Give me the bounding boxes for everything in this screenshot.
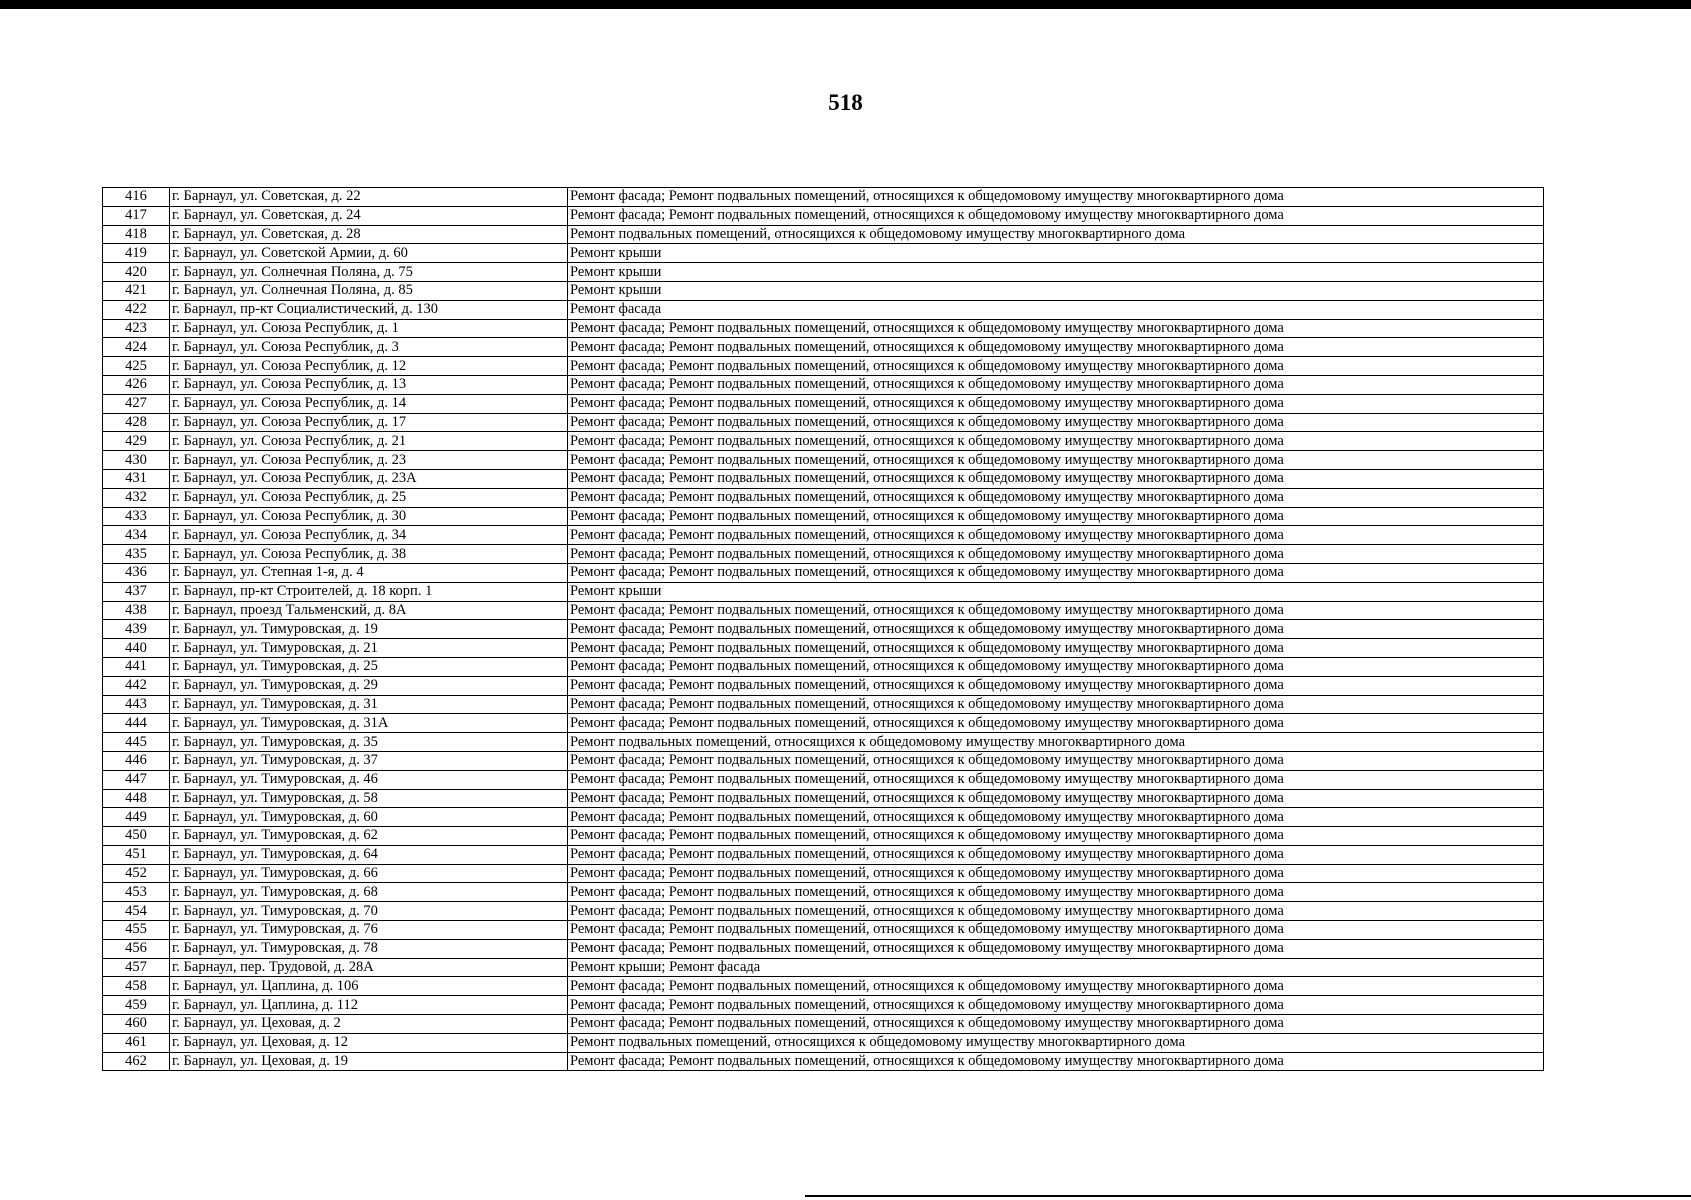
address-cell: г. Барнаул, ул. Союза Республик, д. 23 (170, 451, 568, 470)
row-number-cell: 437 (103, 582, 170, 601)
row-number-cell: 435 (103, 545, 170, 564)
row-number-cell: 428 (103, 413, 170, 432)
address-cell: г. Барнаул, ул. Союза Республик, д. 17 (170, 413, 568, 432)
address-cell: г. Барнаул, ул. Тимуровская, д. 29 (170, 676, 568, 695)
address-cell: г. Барнаул, ул. Цеховая, д. 19 (170, 1052, 568, 1071)
row-number-cell: 431 (103, 469, 170, 488)
row-number-cell: 449 (103, 808, 170, 827)
row-number-cell: 443 (103, 695, 170, 714)
table-row (103, 244, 1544, 263)
table-row (103, 676, 1544, 695)
address-cell: г. Барнаул, ул. Тимуровская, д. 31А (170, 714, 568, 733)
table-row (103, 206, 1544, 225)
address-cell: г. Барнаул, пр-кт Строителей, д. 18 корп. 1 (170, 582, 568, 601)
repair-work-cell: Ремонт фасада; Ремонт подвальных помещений, относящихся к общедомовому имуществу многоквартирного дома (568, 695, 1544, 714)
row-number-cell: 442 (103, 676, 170, 695)
address-cell: г. Барнаул, ул. Союза Республик, д. 1 (170, 319, 568, 338)
repair-work-cell: Ремонт фасада; Ремонт подвальных помещений, относящихся к общедомовому имуществу многоквартирного дома (568, 714, 1544, 733)
row-number-cell: 447 (103, 770, 170, 789)
repair-work-cell: Ремонт крыши (568, 582, 1544, 601)
repair-work-cell: Ремонт фасада; Ремонт подвальных помещений, относящихся к общедомовому имуществу многоквартирного дома (568, 883, 1544, 902)
repair-work-cell: Ремонт подвальных помещений, относящихся к общедомовому имуществу многоквартирного дома (568, 733, 1544, 752)
table-row (103, 526, 1544, 545)
table-row (103, 563, 1544, 582)
repair-work-cell: Ремонт фасада; Ремонт подвальных помещений, относящихся к общедомовому имуществу многоквартирного дома (568, 357, 1544, 376)
row-number-cell: 430 (103, 451, 170, 470)
row-number-cell: 462 (103, 1052, 170, 1071)
repair-work-cell: Ремонт крыши (568, 263, 1544, 282)
table-row (103, 1052, 1544, 1071)
repair-work-cell: Ремонт фасада; Ремонт подвальных помещений, относящихся к общедомовому имуществу многоквартирного дома (568, 808, 1544, 827)
table-row (103, 225, 1544, 244)
repair-work-cell: Ремонт фасада (568, 300, 1544, 319)
address-cell: г. Барнаул, ул. Тимуровская, д. 62 (170, 827, 568, 846)
address-cell: г. Барнаул, ул. Тимуровская, д. 76 (170, 921, 568, 940)
table-row (103, 300, 1544, 319)
table-row (103, 977, 1544, 996)
address-cell: г. Барнаул, пер. Трудовой, д. 28А (170, 958, 568, 977)
row-number-cell: 416 (103, 188, 170, 207)
address-cell: г. Барнаул, ул. Солнечная Поляна, д. 85 (170, 281, 568, 300)
repair-work-cell: Ремонт фасада; Ремонт подвальных помещений, относящихся к общедомовому имуществу многоквартирного дома (568, 770, 1544, 789)
address-cell: г. Барнаул, ул. Союза Республик, д. 12 (170, 357, 568, 376)
repair-work-cell: Ремонт фасада; Ремонт подвальных помещений, относящихся к общедомовому имуществу многоквартирного дома (568, 451, 1544, 470)
row-number-cell: 427 (103, 394, 170, 413)
table-row (103, 507, 1544, 526)
page-number: 518 (828, 90, 863, 115)
repair-work-cell: Ремонт фасада; Ремонт подвальных помещений, относящихся к общедомовому имуществу многоквартирного дома (568, 1052, 1544, 1071)
repair-work-cell: Ремонт фасада; Ремонт подвальных помещений, относящихся к общедомовому имуществу многоквартирного дома (568, 676, 1544, 695)
address-cell: г. Барнаул, ул. Тимуровская, д. 60 (170, 808, 568, 827)
table-body (103, 188, 1544, 1071)
table-row (103, 902, 1544, 921)
repair-work-cell: Ремонт подвальных помещений, относящихся к общедомовому имуществу многоквартирного дома (568, 225, 1544, 244)
table-row (103, 827, 1544, 846)
table-row (103, 845, 1544, 864)
row-number-cell: 458 (103, 977, 170, 996)
table-row (103, 281, 1544, 300)
row-number-cell: 417 (103, 206, 170, 225)
row-number-cell: 441 (103, 657, 170, 676)
table-row (103, 714, 1544, 733)
row-number-cell: 440 (103, 639, 170, 658)
row-number-cell: 455 (103, 921, 170, 940)
row-number-cell: 429 (103, 432, 170, 451)
address-cell: г. Барнаул, ул. Тимуровская, д. 21 (170, 639, 568, 658)
address-cell: г. Барнаул, ул. Союза Республик, д. 3 (170, 338, 568, 357)
address-cell: г. Барнаул, ул. Союза Республик, д. 25 (170, 488, 568, 507)
repair-work-cell: Ремонт фасада; Ремонт подвальных помещений, относящихся к общедомовому имуществу многоквартирного дома (568, 620, 1544, 639)
table-row (103, 958, 1544, 977)
address-cell: г. Барнаул, ул. Союза Республик, д. 30 (170, 507, 568, 526)
address-cell: г. Барнаул, ул. Советская, д. 28 (170, 225, 568, 244)
table-row (103, 789, 1544, 808)
address-cell: г. Барнаул, ул. Тимуровская, д. 46 (170, 770, 568, 789)
table-row (103, 639, 1544, 658)
row-number-cell: 422 (103, 300, 170, 319)
address-cell: г. Барнаул, ул. Тимуровская, д. 70 (170, 902, 568, 921)
row-number-cell: 426 (103, 375, 170, 394)
address-cell: г. Барнаул, ул. Тимуровская, д. 58 (170, 789, 568, 808)
repair-work-cell: Ремонт фасада; Ремонт подвальных помещений, относящихся к общедомовому имуществу многоквартирного дома (568, 394, 1544, 413)
table-row (103, 939, 1544, 958)
table-row (103, 601, 1544, 620)
repair-work-cell: Ремонт фасада; Ремонт подвальных помещений, относящихся к общедомовому имуществу многоквартирного дома (568, 977, 1544, 996)
table-row (103, 733, 1544, 752)
row-number-cell: 418 (103, 225, 170, 244)
repair-work-cell: Ремонт фасада; Ремонт подвальных помещений, относящихся к общедомовому имуществу многоквартирного дома (568, 563, 1544, 582)
address-cell: г. Барнаул, ул. Тимуровская, д. 78 (170, 939, 568, 958)
repair-work-cell: Ремонт фасада; Ремонт подвальных помещений, относящихся к общедомовому имуществу многоквартирного дома (568, 488, 1544, 507)
row-number-cell: 448 (103, 789, 170, 808)
repair-work-cell: Ремонт подвальных помещений, относящихся к общедомовому имуществу многоквартирного дома (568, 1033, 1544, 1052)
row-number-cell: 461 (103, 1033, 170, 1052)
row-number-cell: 456 (103, 939, 170, 958)
address-cell: г. Барнаул, пр-кт Социалистический, д. 130 (170, 300, 568, 319)
repair-work-cell: Ремонт фасада; Ремонт подвальных помещений, относящихся к общедомовому имуществу многоквартирного дома (568, 639, 1544, 658)
row-number-cell: 457 (103, 958, 170, 977)
repair-work-cell: Ремонт фасада; Ремонт подвальных помещений, относящихся к общедомовому имуществу многоквартирного дома (568, 375, 1544, 394)
repair-work-cell: Ремонт фасада; Ремонт подвальных помещений, относящихся к общедомовому имуществу многоквартирного дома (568, 469, 1544, 488)
row-number-cell: 445 (103, 733, 170, 752)
row-number-cell: 459 (103, 996, 170, 1015)
table-row (103, 657, 1544, 676)
table-row (103, 432, 1544, 451)
address-cell: г. Барнаул, ул. Союза Республик, д. 21 (170, 432, 568, 451)
repair-work-cell: Ремонт крыши; Ремонт фасада (568, 958, 1544, 977)
address-cell: г. Барнаул, ул. Союза Республик, д. 38 (170, 545, 568, 564)
address-cell: г. Барнаул, ул. Цаплина, д. 106 (170, 977, 568, 996)
row-number-cell: 446 (103, 751, 170, 770)
repair-work-cell: Ремонт фасада; Ремонт подвальных помещений, относящихся к общедомовому имуществу многоквартирного дома (568, 206, 1544, 225)
address-cell: г. Барнаул, ул. Советской Армии, д. 60 (170, 244, 568, 263)
table-row (103, 883, 1544, 902)
row-number-cell: 450 (103, 827, 170, 846)
repair-work-cell: Ремонт фасада; Ремонт подвальных помещений, относящихся к общедомовому имуществу многоквартирного дома (568, 526, 1544, 545)
repair-work-cell: Ремонт фасада; Ремонт подвальных помещений, относящихся к общедомовому имуществу многоквартирного дома (568, 413, 1544, 432)
table-row (103, 620, 1544, 639)
table-row (103, 1033, 1544, 1052)
address-cell: г. Барнаул, ул. Степная 1-я, д. 4 (170, 563, 568, 582)
table-row (103, 996, 1544, 1015)
table-row (103, 394, 1544, 413)
top-border-bar (0, 0, 1691, 9)
table-row (103, 357, 1544, 376)
repair-work-cell: Ремонт фасада; Ремонт подвальных помещений, относящихся к общедомовому имуществу многоквартирного дома (568, 432, 1544, 451)
repair-work-cell: Ремонт крыши (568, 244, 1544, 263)
table-row (103, 921, 1544, 940)
row-number-cell: 451 (103, 845, 170, 864)
repair-work-cell: Ремонт фасада; Ремонт подвальных помещений, относящихся к общедомовому имуществу многоквартирного дома (568, 338, 1544, 357)
row-number-cell: 436 (103, 563, 170, 582)
repair-work-cell: Ремонт крыши (568, 281, 1544, 300)
table-row (103, 319, 1544, 338)
address-cell: г. Барнаул, ул. Тимуровская, д. 66 (170, 864, 568, 883)
table-row (103, 451, 1544, 470)
repair-work-cell: Ремонт фасада; Ремонт подвальных помещений, относящихся к общедомовому имуществу многоквартирного дома (568, 939, 1544, 958)
table-row (103, 808, 1544, 827)
address-cell: г. Барнаул, ул. Тимуровская, д. 37 (170, 751, 568, 770)
bottom-border-line (805, 1195, 1691, 1197)
address-cell: г. Барнаул, ул. Тимуровская, д. 31 (170, 695, 568, 714)
table-row (103, 770, 1544, 789)
address-cell: г. Барнаул, ул. Цеховая, д. 12 (170, 1033, 568, 1052)
address-cell: г. Барнаул, ул. Тимуровская, д. 19 (170, 620, 568, 639)
address-cell: г. Барнаул, ул. Союза Республик, д. 13 (170, 375, 568, 394)
row-number-cell: 432 (103, 488, 170, 507)
table-row (103, 1015, 1544, 1034)
repair-work-cell: Ремонт фасада; Ремонт подвальных помещений, относящихся к общедомовому имуществу многоквартирного дома (568, 545, 1544, 564)
address-cell: г. Барнаул, ул. Союза Республик, д. 23А (170, 469, 568, 488)
row-number-cell: 424 (103, 338, 170, 357)
address-cell: г. Барнаул, ул. Цеховая, д. 2 (170, 1015, 568, 1034)
table-row (103, 413, 1544, 432)
table-row (103, 375, 1544, 394)
repair-work-cell: Ремонт фасада; Ремонт подвальных помещений, относящихся к общедомовому имуществу многоквартирного дома (568, 657, 1544, 676)
row-number-cell: 444 (103, 714, 170, 733)
address-cell: г. Барнаул, проезд Тальменский, д. 8А (170, 601, 568, 620)
address-cell: г. Барнаул, ул. Цаплина, д. 112 (170, 996, 568, 1015)
row-number-cell: 420 (103, 263, 170, 282)
address-cell: г. Барнаул, ул. Тимуровская, д. 68 (170, 883, 568, 902)
repair-work-cell: Ремонт фасада; Ремонт подвальных помещений, относящихся к общедомовому имуществу многоквартирного дома (568, 864, 1544, 883)
table-row (103, 695, 1544, 714)
table-row (103, 488, 1544, 507)
repair-work-cell: Ремонт фасада; Ремонт подвальных помещений, относящихся к общедомовому имуществу многоквартирного дома (568, 1015, 1544, 1034)
repair-work-cell: Ремонт фасада; Ремонт подвальных помещений, относящихся к общедомовому имуществу многоквартирного дома (568, 921, 1544, 940)
address-cell: г. Барнаул, ул. Солнечная Поляна, д. 75 (170, 263, 568, 282)
repair-work-cell: Ремонт фасада; Ремонт подвальных помещений, относящихся к общедомовому имуществу многоквартирного дома (568, 188, 1544, 207)
table-row (103, 751, 1544, 770)
repair-work-cell: Ремонт фасада; Ремонт подвальных помещений, относящихся к общедомовому имуществу многоквартирного дома (568, 789, 1544, 808)
row-number-cell: 439 (103, 620, 170, 639)
repair-work-cell: Ремонт фасада; Ремонт подвальных помещений, относящихся к общедомовому имуществу многоквартирного дома (568, 845, 1544, 864)
row-number-cell: 460 (103, 1015, 170, 1034)
repair-list-table (102, 187, 1544, 1071)
row-number-cell: 423 (103, 319, 170, 338)
table-row (103, 545, 1544, 564)
table-row (103, 864, 1544, 883)
address-cell: г. Барнаул, ул. Союза Республик, д. 14 (170, 394, 568, 413)
table-row (103, 188, 1544, 207)
repair-work-cell: Ремонт фасада; Ремонт подвальных помещений, относящихся к общедомовому имуществу многоквартирного дома (568, 507, 1544, 526)
table-row (103, 469, 1544, 488)
repair-work-cell: Ремонт фасада; Ремонт подвальных помещений, относящихся к общедомовому имуществу многоквартирного дома (568, 319, 1544, 338)
repair-work-cell: Ремонт фасада; Ремонт подвальных помещений, относящихся к общедомовому имуществу многоквартирного дома (568, 996, 1544, 1015)
row-number-cell: 421 (103, 281, 170, 300)
row-number-cell: 433 (103, 507, 170, 526)
row-number-cell: 425 (103, 357, 170, 376)
row-number-cell: 434 (103, 526, 170, 545)
repair-work-cell: Ремонт фасада; Ремонт подвальных помещений, относящихся к общедомовому имуществу многоквартирного дома (568, 751, 1544, 770)
repair-work-cell: Ремонт фасада; Ремонт подвальных помещений, относящихся к общедомовому имуществу многоквартирного дома (568, 601, 1544, 620)
row-number-cell: 454 (103, 902, 170, 921)
repair-work-cell: Ремонт фасада; Ремонт подвальных помещений, относящихся к общедомовому имуществу многоквартирного дома (568, 827, 1544, 846)
address-cell: г. Барнаул, ул. Тимуровская, д. 64 (170, 845, 568, 864)
address-cell: г. Барнаул, ул. Советская, д. 24 (170, 206, 568, 225)
address-cell: г. Барнаул, ул. Тимуровская, д. 25 (170, 657, 568, 676)
row-number-cell: 419 (103, 244, 170, 263)
row-number-cell: 438 (103, 601, 170, 620)
table-row (103, 582, 1544, 601)
repair-work-cell: Ремонт фасада; Ремонт подвальных помещений, относящихся к общедомовому имуществу многоквартирного дома (568, 902, 1544, 921)
table-row (103, 263, 1544, 282)
address-cell: г. Барнаул, ул. Союза Республик, д. 34 (170, 526, 568, 545)
table-row (103, 338, 1544, 357)
address-cell: г. Барнаул, ул. Тимуровская, д. 35 (170, 733, 568, 752)
row-number-cell: 452 (103, 864, 170, 883)
row-number-cell: 453 (103, 883, 170, 902)
address-cell: г. Барнаул, ул. Советская, д. 22 (170, 188, 568, 207)
